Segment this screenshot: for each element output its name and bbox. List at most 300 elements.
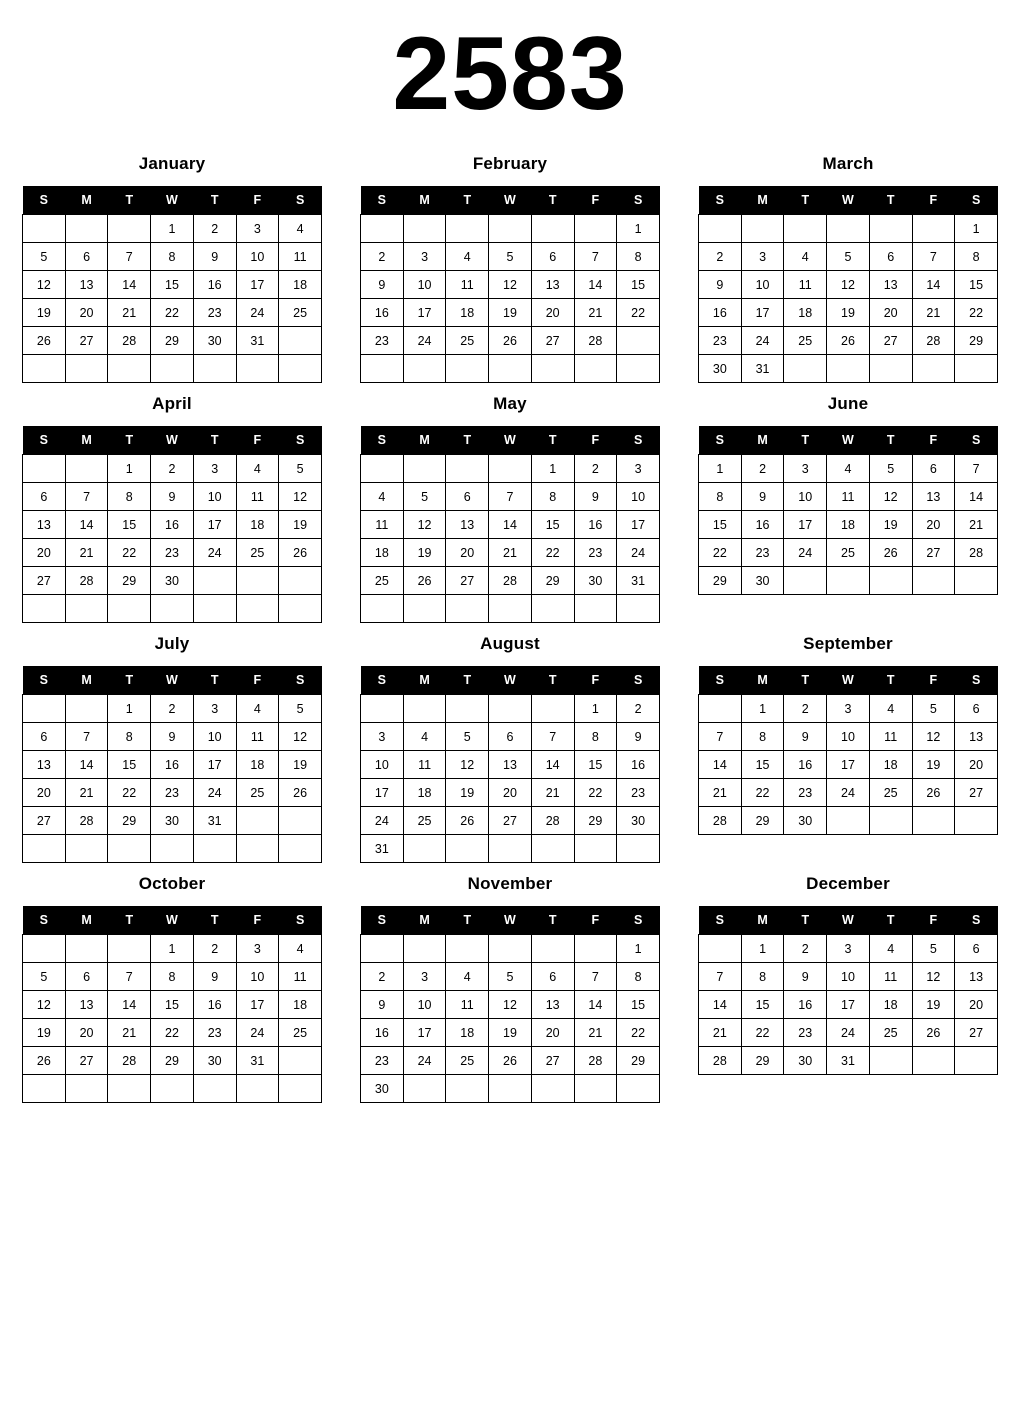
day-cell[interactable]: 16 [361, 299, 404, 327]
day-cell[interactable]: 28 [699, 1047, 742, 1075]
day-cell[interactable]: 27 [869, 327, 912, 355]
day-cell[interactable]: 3 [403, 963, 446, 991]
day-cell[interactable]: 26 [489, 327, 532, 355]
day-cell[interactable]: 22 [108, 539, 151, 567]
day-cell[interactable]: 31 [617, 567, 660, 595]
day-cell[interactable]: 11 [827, 483, 870, 511]
day-cell[interactable]: 26 [23, 1047, 66, 1075]
day-cell[interactable]: 14 [699, 991, 742, 1019]
day-cell[interactable]: 29 [574, 807, 617, 835]
day-cell[interactable]: 18 [869, 751, 912, 779]
day-cell[interactable]: 30 [151, 567, 194, 595]
day-cell[interactable]: 4 [827, 455, 870, 483]
day-cell[interactable]: 12 [23, 991, 66, 1019]
day-cell[interactable]: 16 [617, 751, 660, 779]
day-cell[interactable]: 18 [279, 271, 322, 299]
day-cell[interactable]: 9 [193, 243, 236, 271]
day-cell[interactable]: 28 [489, 567, 532, 595]
day-cell[interactable]: 3 [741, 243, 784, 271]
day-cell[interactable]: 25 [827, 539, 870, 567]
day-cell[interactable]: 19 [912, 991, 955, 1019]
day-cell[interactable]: 19 [23, 1019, 66, 1047]
day-cell[interactable]: 30 [741, 567, 784, 595]
day-cell[interactable]: 23 [784, 779, 827, 807]
day-cell[interactable]: 15 [955, 271, 998, 299]
day-cell[interactable]: 9 [193, 963, 236, 991]
day-cell[interactable]: 3 [236, 935, 279, 963]
day-cell[interactable]: 10 [827, 723, 870, 751]
day-cell[interactable]: 11 [446, 991, 489, 1019]
day-cell[interactable]: 8 [574, 723, 617, 751]
day-cell[interactable]: 7 [489, 483, 532, 511]
day-cell[interactable]: 28 [912, 327, 955, 355]
day-cell[interactable]: 10 [403, 991, 446, 1019]
day-cell[interactable]: 22 [741, 779, 784, 807]
day-cell[interactable]: 2 [784, 935, 827, 963]
day-cell[interactable]: 12 [827, 271, 870, 299]
day-cell[interactable]: 1 [151, 935, 194, 963]
day-cell[interactable]: 20 [869, 299, 912, 327]
day-cell[interactable]: 7 [699, 723, 742, 751]
day-cell[interactable]: 22 [108, 779, 151, 807]
day-cell[interactable]: 6 [955, 695, 998, 723]
day-cell[interactable]: 20 [955, 751, 998, 779]
day-cell[interactable]: 12 [869, 483, 912, 511]
day-cell[interactable]: 9 [617, 723, 660, 751]
day-cell[interactable]: 21 [531, 779, 574, 807]
day-cell[interactable]: 4 [236, 695, 279, 723]
day-cell[interactable]: 2 [361, 963, 404, 991]
day-cell[interactable]: 24 [617, 539, 660, 567]
day-cell[interactable]: 5 [403, 483, 446, 511]
day-cell[interactable]: 14 [65, 511, 108, 539]
day-cell[interactable]: 2 [699, 243, 742, 271]
day-cell[interactable]: 11 [279, 243, 322, 271]
day-cell[interactable]: 19 [279, 751, 322, 779]
day-cell[interactable]: 18 [446, 299, 489, 327]
day-cell[interactable]: 26 [827, 327, 870, 355]
day-cell[interactable]: 9 [784, 723, 827, 751]
day-cell[interactable]: 21 [699, 779, 742, 807]
day-cell[interactable]: 6 [489, 723, 532, 751]
day-cell[interactable]: 15 [699, 511, 742, 539]
day-cell[interactable]: 18 [784, 299, 827, 327]
day-cell[interactable]: 17 [236, 271, 279, 299]
day-cell[interactable]: 30 [151, 807, 194, 835]
day-cell[interactable]: 7 [108, 963, 151, 991]
day-cell[interactable]: 25 [869, 1019, 912, 1047]
day-cell[interactable]: 23 [361, 327, 404, 355]
day-cell[interactable]: 14 [912, 271, 955, 299]
day-cell[interactable]: 23 [617, 779, 660, 807]
day-cell[interactable]: 3 [193, 695, 236, 723]
day-cell[interactable]: 12 [489, 271, 532, 299]
day-cell[interactable]: 11 [869, 723, 912, 751]
day-cell[interactable]: 11 [279, 963, 322, 991]
day-cell[interactable]: 26 [279, 539, 322, 567]
day-cell[interactable]: 10 [827, 963, 870, 991]
day-cell[interactable]: 19 [446, 779, 489, 807]
day-cell[interactable]: 25 [279, 1019, 322, 1047]
day-cell[interactable]: 27 [23, 807, 66, 835]
day-cell[interactable]: 8 [617, 243, 660, 271]
day-cell[interactable]: 17 [361, 779, 404, 807]
day-cell[interactable]: 5 [446, 723, 489, 751]
day-cell[interactable]: 6 [869, 243, 912, 271]
day-cell[interactable]: 13 [23, 751, 66, 779]
day-cell[interactable]: 22 [955, 299, 998, 327]
day-cell[interactable]: 2 [741, 455, 784, 483]
day-cell[interactable]: 17 [617, 511, 660, 539]
day-cell[interactable]: 6 [23, 723, 66, 751]
day-cell[interactable]: 22 [151, 1019, 194, 1047]
day-cell[interactable]: 10 [193, 723, 236, 751]
day-cell[interactable]: 10 [403, 271, 446, 299]
day-cell[interactable]: 11 [236, 723, 279, 751]
day-cell[interactable]: 5 [489, 963, 532, 991]
day-cell[interactable]: 14 [574, 991, 617, 1019]
day-cell[interactable]: 5 [489, 243, 532, 271]
day-cell[interactable]: 29 [741, 1047, 784, 1075]
day-cell[interactable]: 15 [617, 271, 660, 299]
day-cell[interactable]: 12 [489, 991, 532, 1019]
day-cell[interactable]: 15 [741, 751, 784, 779]
day-cell[interactable]: 9 [741, 483, 784, 511]
day-cell[interactable]: 23 [574, 539, 617, 567]
day-cell[interactable]: 16 [193, 271, 236, 299]
day-cell[interactable]: 27 [65, 327, 108, 355]
day-cell[interactable]: 9 [699, 271, 742, 299]
day-cell[interactable]: 6 [65, 243, 108, 271]
day-cell[interactable]: 17 [403, 299, 446, 327]
day-cell[interactable]: 26 [23, 327, 66, 355]
day-cell[interactable]: 16 [574, 511, 617, 539]
day-cell[interactable]: 24 [193, 539, 236, 567]
day-cell[interactable]: 10 [236, 963, 279, 991]
day-cell[interactable]: 16 [741, 511, 784, 539]
day-cell[interactable]: 28 [65, 567, 108, 595]
day-cell[interactable]: 3 [361, 723, 404, 751]
day-cell[interactable]: 23 [193, 299, 236, 327]
day-cell[interactable]: 5 [23, 963, 66, 991]
day-cell[interactable]: 23 [361, 1047, 404, 1075]
day-cell[interactable]: 29 [108, 807, 151, 835]
day-cell[interactable]: 9 [361, 991, 404, 1019]
day-cell[interactable]: 8 [151, 963, 194, 991]
day-cell[interactable]: 16 [784, 991, 827, 1019]
day-cell[interactable]: 1 [699, 455, 742, 483]
day-cell[interactable]: 20 [65, 1019, 108, 1047]
day-cell[interactable]: 31 [827, 1047, 870, 1075]
day-cell[interactable]: 13 [23, 511, 66, 539]
day-cell[interactable]: 4 [869, 695, 912, 723]
day-cell[interactable]: 12 [23, 271, 66, 299]
day-cell[interactable]: 16 [784, 751, 827, 779]
day-cell[interactable]: 29 [955, 327, 998, 355]
day-cell[interactable]: 8 [699, 483, 742, 511]
day-cell[interactable]: 12 [279, 723, 322, 751]
day-cell[interactable]: 18 [279, 991, 322, 1019]
day-cell[interactable]: 21 [65, 539, 108, 567]
day-cell[interactable]: 31 [236, 327, 279, 355]
day-cell[interactable]: 20 [531, 299, 574, 327]
day-cell[interactable]: 26 [912, 1019, 955, 1047]
day-cell[interactable]: 27 [955, 779, 998, 807]
day-cell[interactable]: 4 [446, 243, 489, 271]
day-cell[interactable]: 2 [151, 695, 194, 723]
day-cell[interactable]: 23 [151, 779, 194, 807]
day-cell[interactable]: 25 [279, 299, 322, 327]
day-cell[interactable]: 30 [784, 1047, 827, 1075]
day-cell[interactable]: 25 [446, 327, 489, 355]
day-cell[interactable]: 7 [955, 455, 998, 483]
day-cell[interactable]: 30 [361, 1075, 404, 1103]
day-cell[interactable]: 5 [912, 935, 955, 963]
day-cell[interactable]: 9 [151, 723, 194, 751]
day-cell[interactable]: 8 [151, 243, 194, 271]
day-cell[interactable]: 4 [784, 243, 827, 271]
day-cell[interactable]: 18 [869, 991, 912, 1019]
day-cell[interactable]: 31 [361, 835, 404, 863]
day-cell[interactable]: 19 [489, 299, 532, 327]
day-cell[interactable]: 2 [784, 695, 827, 723]
day-cell[interactable]: 20 [65, 299, 108, 327]
day-cell[interactable]: 4 [403, 723, 446, 751]
day-cell[interactable]: 19 [489, 1019, 532, 1047]
day-cell[interactable]: 28 [574, 1047, 617, 1075]
day-cell[interactable]: 4 [361, 483, 404, 511]
day-cell[interactable]: 18 [403, 779, 446, 807]
day-cell[interactable]: 6 [912, 455, 955, 483]
day-cell[interactable]: 6 [65, 963, 108, 991]
day-cell[interactable]: 18 [446, 1019, 489, 1047]
day-cell[interactable]: 8 [108, 483, 151, 511]
day-cell[interactable]: 3 [236, 215, 279, 243]
day-cell[interactable]: 20 [912, 511, 955, 539]
day-cell[interactable]: 24 [784, 539, 827, 567]
day-cell[interactable]: 28 [108, 327, 151, 355]
day-cell[interactable]: 27 [446, 567, 489, 595]
day-cell[interactable]: 5 [827, 243, 870, 271]
day-cell[interactable]: 18 [236, 751, 279, 779]
day-cell[interactable]: 3 [827, 935, 870, 963]
day-cell[interactable]: 14 [955, 483, 998, 511]
day-cell[interactable]: 30 [617, 807, 660, 835]
day-cell[interactable]: 8 [531, 483, 574, 511]
day-cell[interactable]: 13 [531, 991, 574, 1019]
day-cell[interactable]: 5 [279, 455, 322, 483]
day-cell[interactable]: 24 [403, 1047, 446, 1075]
day-cell[interactable]: 30 [193, 1047, 236, 1075]
day-cell[interactable]: 2 [151, 455, 194, 483]
day-cell[interactable]: 21 [489, 539, 532, 567]
day-cell[interactable]: 15 [151, 991, 194, 1019]
day-cell[interactable]: 5 [869, 455, 912, 483]
day-cell[interactable]: 24 [236, 299, 279, 327]
day-cell[interactable]: 7 [574, 243, 617, 271]
day-cell[interactable]: 11 [869, 963, 912, 991]
day-cell[interactable]: 13 [869, 271, 912, 299]
day-cell[interactable]: 19 [23, 299, 66, 327]
day-cell[interactable]: 26 [489, 1047, 532, 1075]
day-cell[interactable]: 15 [108, 511, 151, 539]
day-cell[interactable]: 12 [912, 963, 955, 991]
day-cell[interactable]: 4 [236, 455, 279, 483]
day-cell[interactable]: 22 [617, 1019, 660, 1047]
day-cell[interactable]: 6 [955, 935, 998, 963]
day-cell[interactable]: 5 [912, 695, 955, 723]
day-cell[interactable]: 25 [784, 327, 827, 355]
day-cell[interactable]: 5 [279, 695, 322, 723]
day-cell[interactable]: 22 [699, 539, 742, 567]
day-cell[interactable]: 15 [151, 271, 194, 299]
day-cell[interactable]: 20 [23, 539, 66, 567]
day-cell[interactable]: 27 [955, 1019, 998, 1047]
day-cell[interactable]: 3 [193, 455, 236, 483]
day-cell[interactable]: 13 [531, 271, 574, 299]
day-cell[interactable]: 14 [489, 511, 532, 539]
day-cell[interactable]: 20 [446, 539, 489, 567]
day-cell[interactable]: 25 [236, 779, 279, 807]
day-cell[interactable]: 8 [108, 723, 151, 751]
day-cell[interactable]: 24 [741, 327, 784, 355]
day-cell[interactable]: 20 [489, 779, 532, 807]
day-cell[interactable]: 13 [65, 271, 108, 299]
day-cell[interactable]: 3 [827, 695, 870, 723]
day-cell[interactable]: 22 [617, 299, 660, 327]
day-cell[interactable]: 14 [699, 751, 742, 779]
day-cell[interactable]: 19 [869, 511, 912, 539]
day-cell[interactable]: 12 [446, 751, 489, 779]
day-cell[interactable]: 6 [446, 483, 489, 511]
day-cell[interactable]: 24 [193, 779, 236, 807]
day-cell[interactable]: 15 [574, 751, 617, 779]
day-cell[interactable]: 6 [531, 963, 574, 991]
day-cell[interactable]: 9 [574, 483, 617, 511]
day-cell[interactable]: 19 [912, 751, 955, 779]
day-cell[interactable]: 2 [361, 243, 404, 271]
day-cell[interactable]: 25 [446, 1047, 489, 1075]
day-cell[interactable]: 27 [489, 807, 532, 835]
day-cell[interactable]: 1 [574, 695, 617, 723]
day-cell[interactable]: 17 [784, 511, 827, 539]
day-cell[interactable]: 8 [741, 723, 784, 751]
day-cell[interactable]: 28 [955, 539, 998, 567]
day-cell[interactable]: 22 [531, 539, 574, 567]
day-cell[interactable]: 24 [827, 779, 870, 807]
day-cell[interactable]: 12 [403, 511, 446, 539]
day-cell[interactable]: 21 [699, 1019, 742, 1047]
day-cell[interactable]: 26 [403, 567, 446, 595]
day-cell[interactable]: 11 [361, 511, 404, 539]
day-cell[interactable]: 17 [827, 991, 870, 1019]
day-cell[interactable]: 10 [236, 243, 279, 271]
day-cell[interactable]: 27 [531, 327, 574, 355]
day-cell[interactable]: 29 [741, 807, 784, 835]
day-cell[interactable]: 20 [955, 991, 998, 1019]
day-cell[interactable]: 30 [193, 327, 236, 355]
day-cell[interactable]: 2 [574, 455, 617, 483]
day-cell[interactable]: 31 [741, 355, 784, 383]
day-cell[interactable]: 10 [617, 483, 660, 511]
day-cell[interactable]: 25 [361, 567, 404, 595]
day-cell[interactable]: 11 [446, 271, 489, 299]
day-cell[interactable]: 15 [617, 991, 660, 1019]
day-cell[interactable]: 21 [108, 299, 151, 327]
day-cell[interactable]: 20 [23, 779, 66, 807]
day-cell[interactable]: 29 [531, 567, 574, 595]
day-cell[interactable]: 2 [193, 215, 236, 243]
day-cell[interactable]: 28 [574, 327, 617, 355]
day-cell[interactable]: 3 [403, 243, 446, 271]
day-cell[interactable]: 17 [193, 751, 236, 779]
day-cell[interactable]: 17 [741, 299, 784, 327]
day-cell[interactable]: 1 [617, 215, 660, 243]
day-cell[interactable]: 25 [869, 779, 912, 807]
day-cell[interactable]: 13 [912, 483, 955, 511]
day-cell[interactable]: 16 [193, 991, 236, 1019]
day-cell[interactable]: 25 [403, 807, 446, 835]
day-cell[interactable]: 4 [446, 963, 489, 991]
day-cell[interactable]: 6 [23, 483, 66, 511]
day-cell[interactable]: 21 [955, 511, 998, 539]
day-cell[interactable]: 15 [531, 511, 574, 539]
day-cell[interactable]: 11 [784, 271, 827, 299]
day-cell[interactable]: 26 [869, 539, 912, 567]
day-cell[interactable]: 16 [151, 511, 194, 539]
day-cell[interactable]: 30 [574, 567, 617, 595]
day-cell[interactable]: 16 [151, 751, 194, 779]
day-cell[interactable]: 29 [108, 567, 151, 595]
day-cell[interactable]: 28 [108, 1047, 151, 1075]
day-cell[interactable]: 10 [784, 483, 827, 511]
day-cell[interactable]: 3 [617, 455, 660, 483]
day-cell[interactable]: 2 [617, 695, 660, 723]
day-cell[interactable]: 23 [741, 539, 784, 567]
day-cell[interactable]: 8 [955, 243, 998, 271]
day-cell[interactable]: 21 [912, 299, 955, 327]
day-cell[interactable]: 1 [617, 935, 660, 963]
day-cell[interactable]: 18 [827, 511, 870, 539]
day-cell[interactable]: 18 [361, 539, 404, 567]
day-cell[interactable]: 23 [699, 327, 742, 355]
day-cell[interactable]: 29 [151, 1047, 194, 1075]
day-cell[interactable]: 26 [279, 779, 322, 807]
day-cell[interactable]: 17 [236, 991, 279, 1019]
day-cell[interactable]: 20 [531, 1019, 574, 1047]
day-cell[interactable]: 21 [65, 779, 108, 807]
day-cell[interactable]: 21 [574, 1019, 617, 1047]
day-cell[interactable]: 4 [279, 935, 322, 963]
day-cell[interactable]: 28 [699, 807, 742, 835]
day-cell[interactable]: 11 [236, 483, 279, 511]
day-cell[interactable]: 31 [236, 1047, 279, 1075]
day-cell[interactable]: 24 [361, 807, 404, 835]
day-cell[interactable]: 9 [784, 963, 827, 991]
day-cell[interactable]: 27 [531, 1047, 574, 1075]
day-cell[interactable]: 11 [403, 751, 446, 779]
day-cell[interactable]: 28 [65, 807, 108, 835]
day-cell[interactable]: 18 [236, 511, 279, 539]
day-cell[interactable]: 22 [574, 779, 617, 807]
day-cell[interactable]: 1 [741, 935, 784, 963]
day-cell[interactable]: 1 [108, 695, 151, 723]
day-cell[interactable]: 10 [193, 483, 236, 511]
day-cell[interactable]: 8 [617, 963, 660, 991]
day-cell[interactable]: 5 [23, 243, 66, 271]
day-cell[interactable]: 15 [108, 751, 151, 779]
day-cell[interactable]: 14 [108, 991, 151, 1019]
